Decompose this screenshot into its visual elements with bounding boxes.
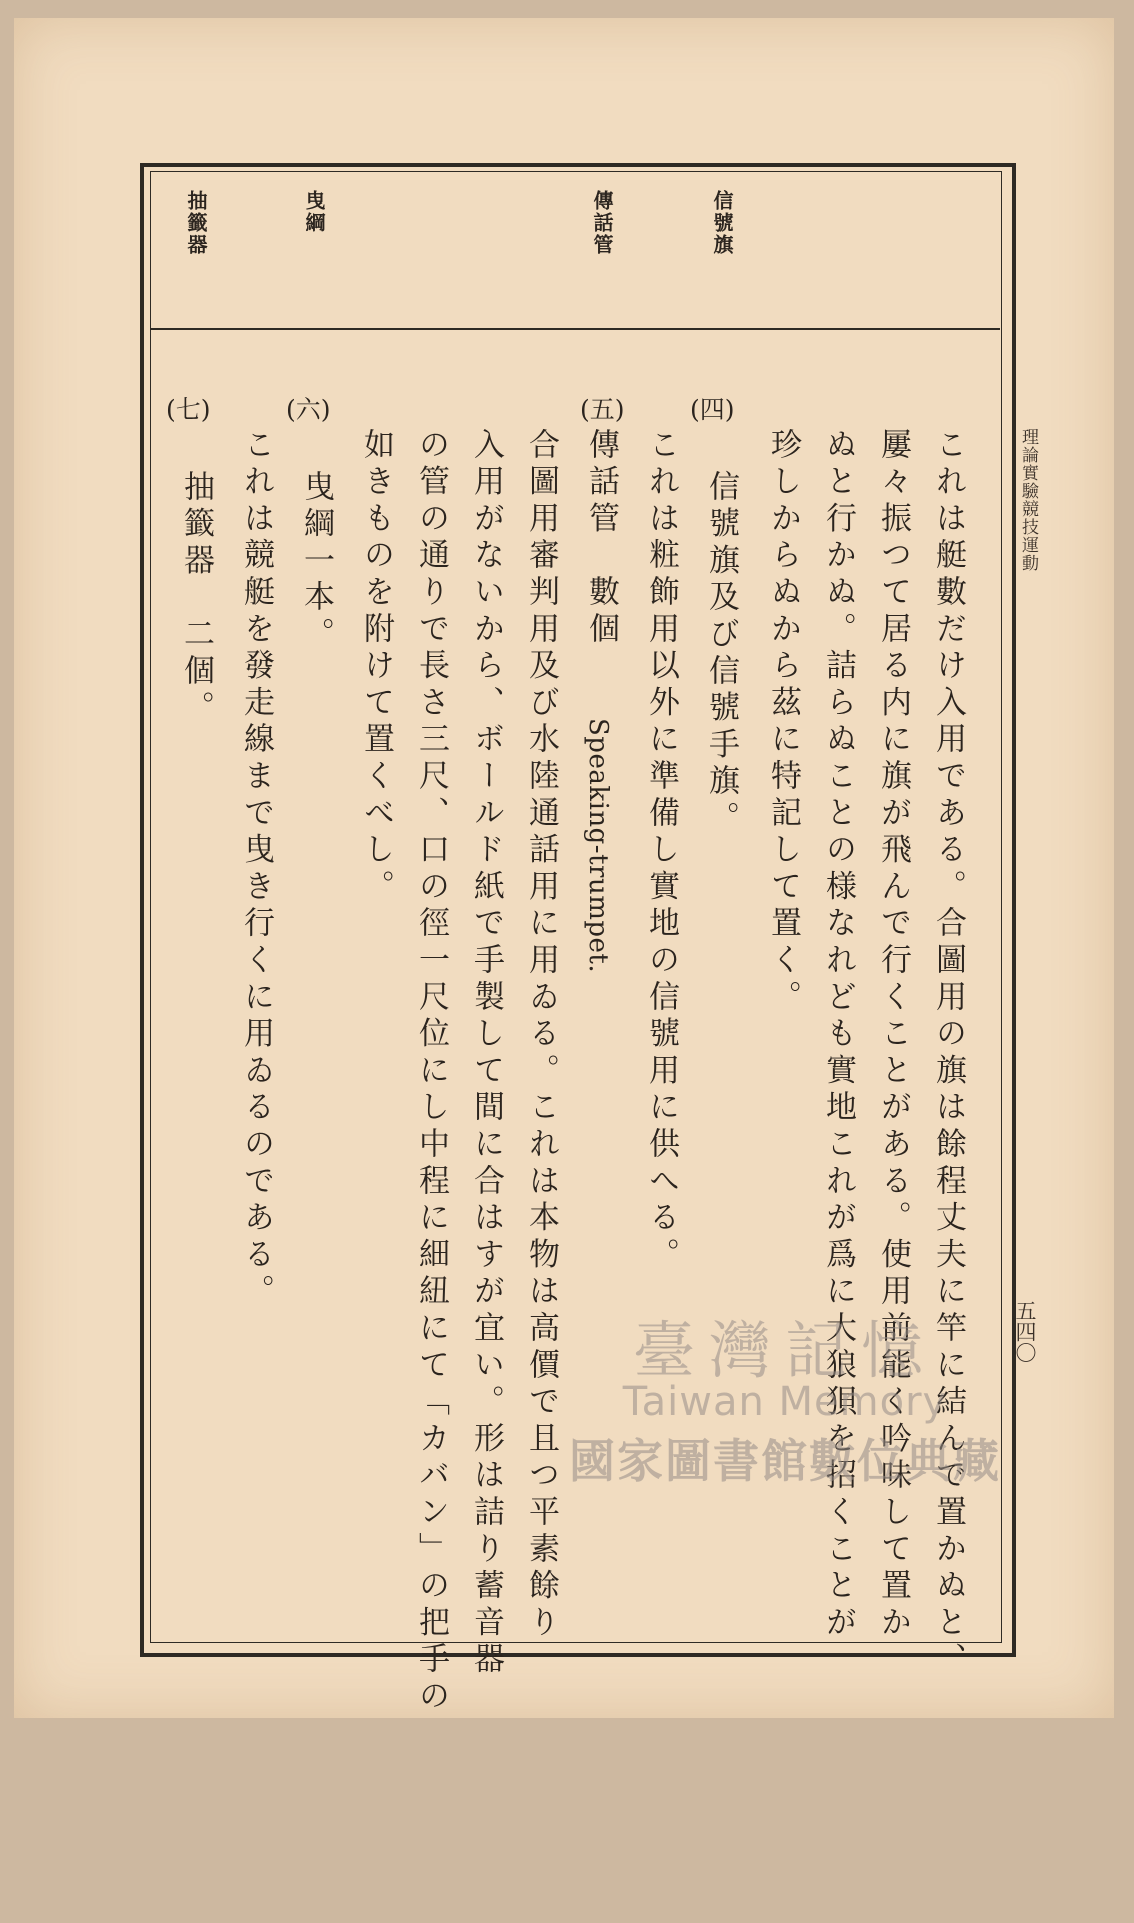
body-line: 合圖用審判用及び水陸通話用に用ゐる。これは本物は高價で且つ平素餘り: [523, 428, 559, 1643]
body-line: 抽籤器 二個。: [178, 470, 214, 728]
caption-signal-flag: 信號旗: [710, 190, 734, 256]
caption-lottery-box: 抽籤器: [184, 190, 208, 256]
section-marker-5: (五): [580, 395, 625, 424]
body-line: 傳話管 數個: [583, 428, 619, 649]
body-line: これは艇數だけ入用である。合圖用の旗は餘程丈夫に竿に結んで置かぬと、: [930, 428, 966, 1680]
section-marker-7: (七): [166, 395, 211, 424]
header-divider: [151, 328, 1000, 330]
body-line: 信號旗及び信號手旗。: [703, 470, 739, 838]
body-line: 曳綱一本。: [298, 470, 334, 654]
body-line: ぬと行かぬ。詰らぬことの様なれども實地これが爲に大狼狽を招くことが: [820, 428, 856, 1643]
body-line: 入用がないから、ボールド紙で手製して間に合はすが宜い。形は詰り蓄音器: [468, 428, 504, 1680]
section-marker-4: (四): [690, 395, 735, 424]
body-line: これは競艇を發走線まで曳き行くに用ゐるのである。: [238, 428, 274, 1312]
running-head: 理論實驗競技運動: [1018, 428, 1038, 572]
section-marker-6: (六): [286, 395, 331, 424]
body-line: これは粧飾用以外に準備し實地の信號用に供へる。: [643, 428, 679, 1275]
watermark-english: Taiwan Memory: [622, 1379, 948, 1426]
watermark-chinese: 臺灣記憶: [632, 1314, 937, 1387]
body-line: の管の通りで長さ三尺、口の徑一尺位にし中程に細紐にて「カバン」の把手の: [413, 428, 449, 1716]
page-number: 五四〇: [1013, 1300, 1037, 1363]
body-line-english: Speaking-trumpet.: [583, 718, 613, 974]
watermark: [505, 1314, 1065, 1491]
caption-tow-rope: 曳綱: [302, 190, 326, 234]
watermark-library: 國家圖書館數位典藏: [569, 1434, 1001, 1489]
caption-speaking-trumpet: 傳話管: [590, 190, 614, 256]
body-line: 珍しからぬから茲に特記して置く。: [765, 428, 801, 1017]
body-line: 屢々振つて居る内に旗が飛んで行くことがある。使用前能く吟味して置か: [875, 428, 911, 1643]
body-line: 如きものを附けて置くべし。: [358, 428, 394, 907]
